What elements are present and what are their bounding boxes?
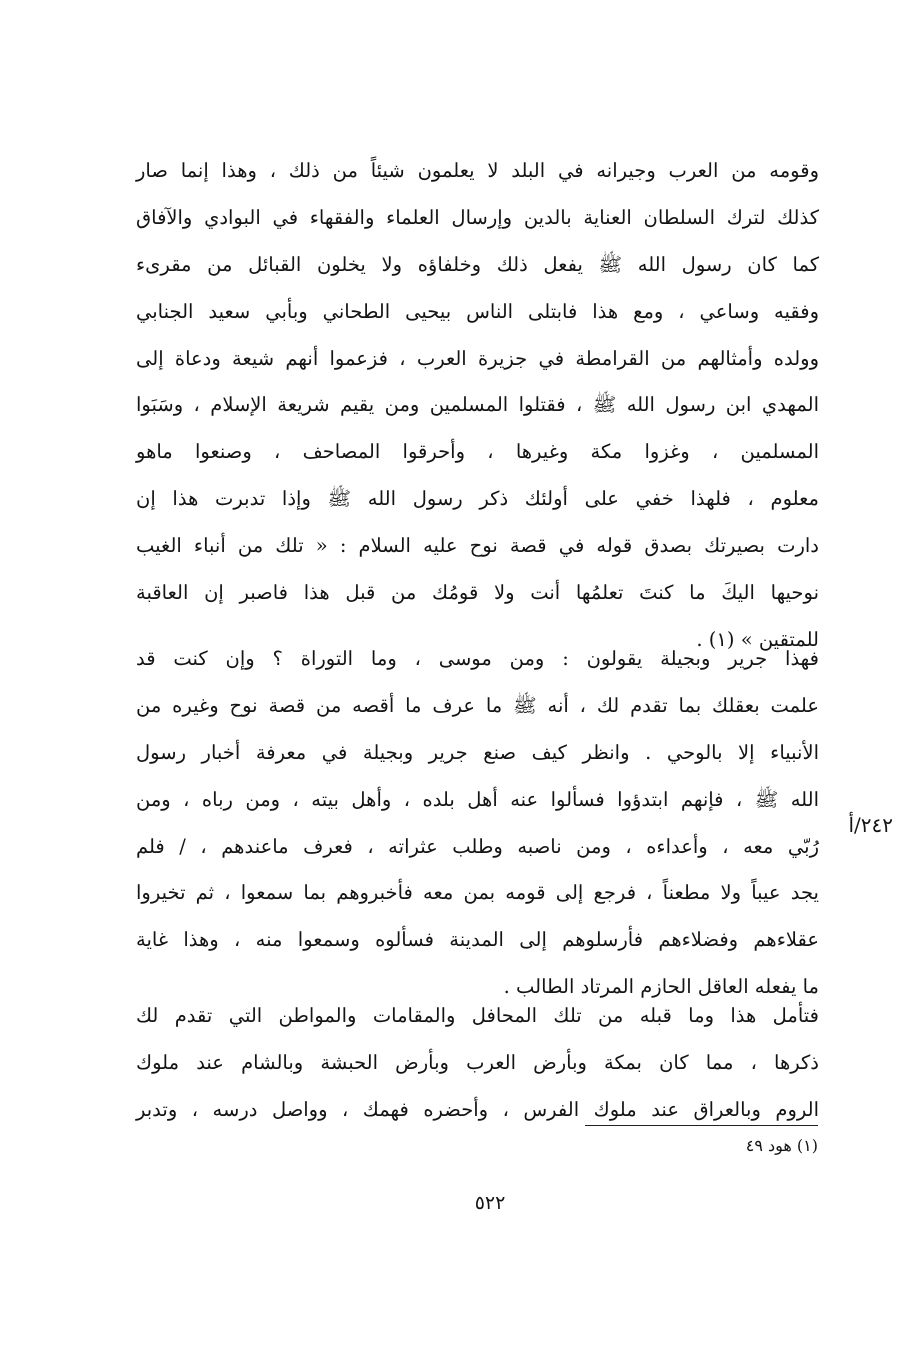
text-line: المسلمين ، وغزوا مكة وغيرها ، وأحرقوا المصاحف ، وصنعوا ماهو [136,440,819,464]
text-line: ما يفعله العاقل الحازم المرتاد الطالب . [503,975,819,999]
text-line: وفقيه وساعي ، ومع هذا فابتلى الناس بيحيى الطحاني وبأبي سعيد الجنابي [136,299,819,323]
page-number: ٥٢٢ [474,1192,506,1214]
manuscript-folio-marker: ٢٤٢/أ [848,813,893,837]
footnote-divider [585,1125,818,1126]
text-line: للمتقين » (١) . [696,627,819,651]
text-line: معلوم ، فلهذا خفي على أولئك ذكر رسول الله ﷺ وإذا تدبرت هذا إن [136,487,819,511]
text-line: يجد عيباً ولا مطعناً ، فرجع إلى قومه بمن معه فأخبروهم بما سمعوا ، ثم تخيروا [136,881,819,905]
text-line: فهذا جرير وبجيلة يقولون : ومن موسى ، وما التوراة ؟ وإن كنت قد [136,647,819,670]
text-line: وولده وأمثالهم من القرامطة في جزيرة العرب ، فزعموا أنهم شيعة ودعاة إلى [136,346,819,370]
footnote: (١) هود ٤٩ [745,1136,818,1155]
paragraph-3 [136,993,819,1134]
text-line: علمت بعقلك بما تقدم لك ، أنه ﷺ ما عرف ما أقصه من قصة نوح وغيره من [136,693,819,717]
text-line: كذلك لترك السلطان العناية بالدين وإرسال العلماء والفقهاء في البوادي والآفاق [136,205,819,229]
text-line: نوحيها اليكَ ما كنتَ تعلمُها أنت ولا قومُك من قبل هذا فاصبر إن العاقبة [136,581,819,605]
text-line: دارت بصيرتك بصدق قوله في قصة نوح عليه السلام : « تلك من أنباء الغيب [136,534,819,558]
text-line: فتأمل هذا وما قبله من تلك المحافل والمقامات والمواطن التي تقدم لك [136,1004,819,1027]
text-line: رُبّي معه ، وأعداءه ، ومن ناصبه وطلب عثراته ، فعرف ماعندهم ، / فلم [136,834,819,858]
text-line: وقومه من العرب وجيرانه في البلد لا يعلمون شيئاً من ذلك ، وهذا إنما صار [136,159,819,182]
text-line: الروم وبالعراق عند ملوك الفرس ، وأحضره فهمك ، وواصل درسه ، وتدبر [136,1097,819,1121]
text-line: الأنبياء إلا بالوحي . وانظر كيف صنع جرير وبجيلة في معرفة أخبار رسول [136,740,819,764]
paragraph-2 [136,636,819,1011]
text-line: ذكرها ، مما كان بمكة وبأرض العرب وبأرض الحبشة وبالشام عند ملوك [136,1050,819,1074]
text-line: عقلاءهم وفضلاءهم فأرسلوهم إلى المدينة فسألوه وسمعوا منه ، وهذا غاية [136,928,819,952]
text-line: الله ﷺ ، فإنهم ابتدؤوا فسألوا عنه أهل بلده ، وأهل بيته ، ومن رباه ، ومن [136,787,819,811]
paragraph-1 [136,148,819,664]
text-line: المهدي ابن رسول الله ﷺ ، فقتلوا المسلمين ومن يقيم شريعة الإسلام ، وسَبَوا [136,393,819,417]
text-line: كما كان رسول الله ﷺ يفعل ذلك وخلفاؤه ولا يخلون القبائل من مقرىء [136,252,819,276]
